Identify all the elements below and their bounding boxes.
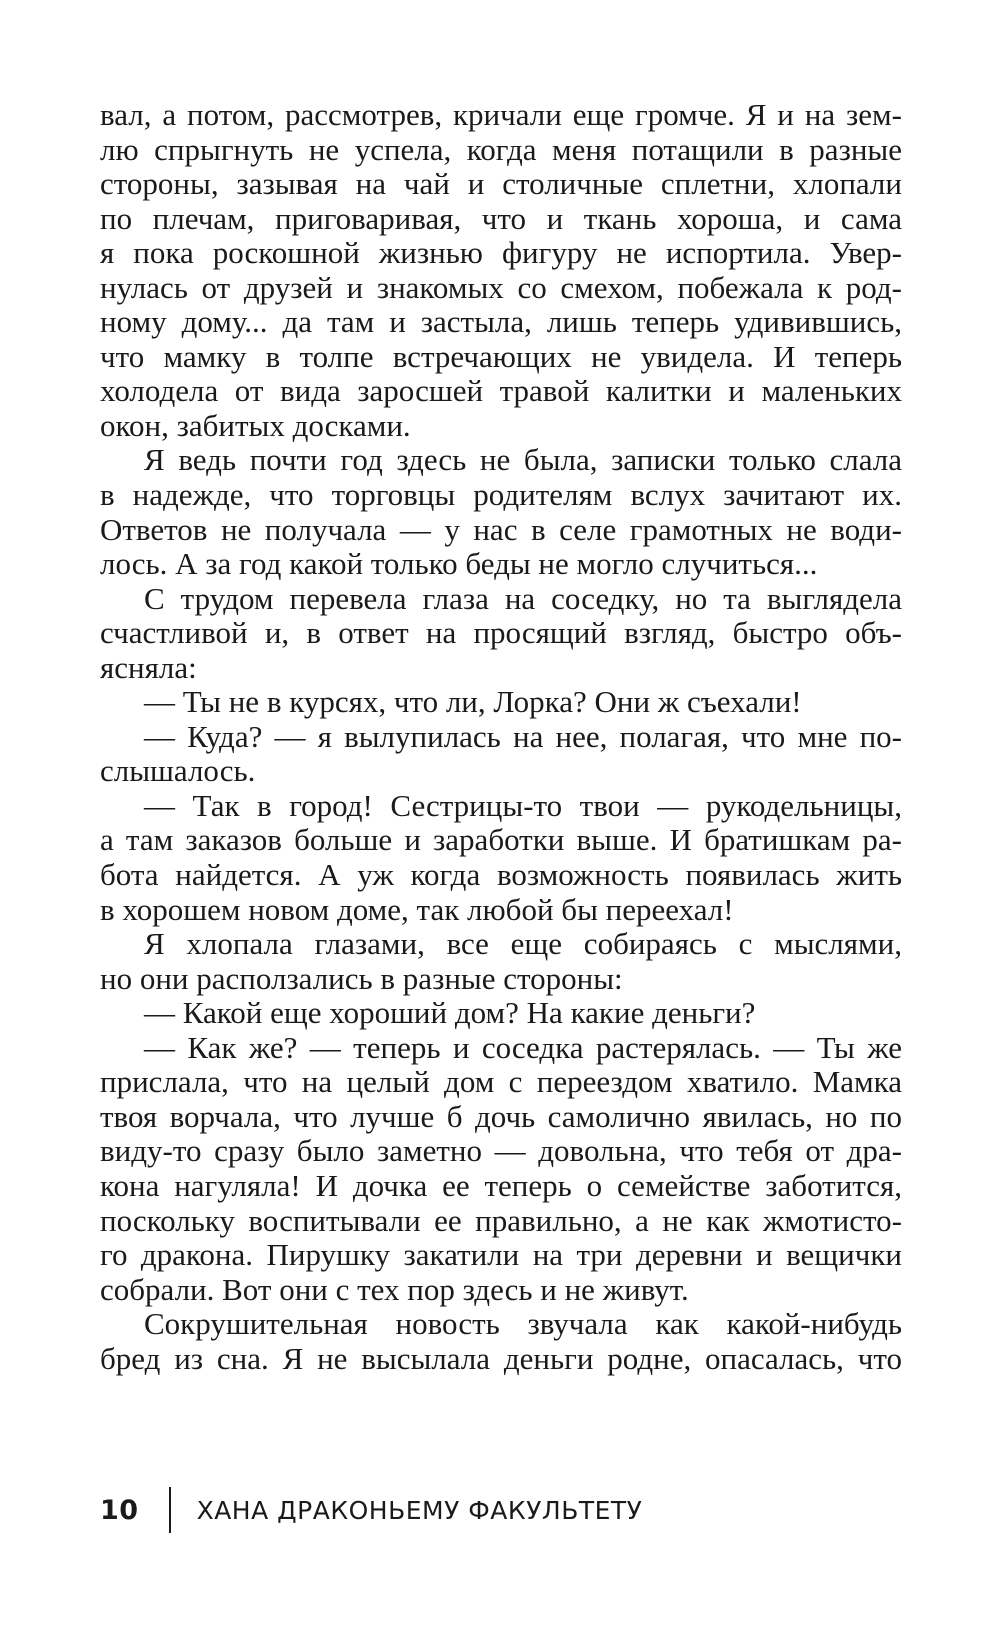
paragraph xyxy=(100,98,902,443)
text-line: окон, забитых досками. xyxy=(100,408,411,443)
paragraph xyxy=(100,720,902,789)
paragraph xyxy=(100,789,902,927)
text-line: а там заказов больше и заработки выше. И братишкам ра- xyxy=(100,823,902,858)
text-line: стороны, зазывая на чай и столичные сплетни, хлопали xyxy=(100,167,902,202)
text-line: счастливой и, в ответ на просящий взгляд, быстро объ- xyxy=(100,616,902,651)
text-line: лось. А за год какой только беды не могло случиться... xyxy=(100,547,818,582)
text-line: — Куда? — я вылупилась на нее, полагая, что мне по- xyxy=(144,719,902,754)
paragraph xyxy=(100,996,902,1031)
text-line: слышалось. xyxy=(100,754,256,789)
text-line: — Ты не в курсях, что ли, Лорка? Они ж съехали! xyxy=(144,685,802,720)
text-line: Ответов не получала — у нас в селе грамотных не води- xyxy=(100,512,902,547)
text-line: холодела от вида заросшей травой калитки и маленьких xyxy=(100,374,902,409)
paragraph xyxy=(100,443,902,581)
text-line: Сокрушительная новость звучала как какой-нибудь xyxy=(144,1307,902,1342)
text-line: лю спрыгнуть не успела, когда меня потащили в разные xyxy=(100,132,902,167)
paragraph xyxy=(100,927,902,996)
paragraph xyxy=(100,1307,902,1376)
text-line: собрали. Вот они с тех пор здесь и не живут. xyxy=(100,1272,689,1307)
text-line: Я хлопала глазами, все еще собираясь с мыслями, xyxy=(144,927,902,962)
text-line: нулась от друзей и знакомых со смехом, побежала к род- xyxy=(100,270,902,305)
text-line: в надежде, что торговцы родителям вслух зачитают их. xyxy=(100,478,902,513)
text-line: я пока роскошной жизнью фигуру не испортила. Увер- xyxy=(100,236,902,271)
text-line: кона нагуляла! И дочка ее теперь о семействе заботится, xyxy=(100,1168,902,1203)
paragraph xyxy=(100,1031,902,1307)
text-line: — Как же? — теперь и соседка растерялась. — Ты же xyxy=(144,1030,902,1065)
text-line: прислала, что на целый дом с переездом хватило. Мамка xyxy=(100,1065,902,1100)
paragraph xyxy=(100,582,902,686)
page-number: 10 xyxy=(100,1494,139,1526)
text-line: поскольку воспитывали ее правильно, а не как жмотисто- xyxy=(100,1203,902,1238)
text-line: по плечам, приговаривая, что и ткань хороша, и сама xyxy=(100,201,902,236)
text-line: в хорошем новом доме, так любой бы переехал! xyxy=(100,892,734,927)
paragraph xyxy=(100,685,902,720)
text-line: С трудом перевела глаза на соседку, но та выглядела xyxy=(144,581,902,616)
text-line: го дракона. Пирушку закатили на три деревни и вещички xyxy=(100,1238,902,1273)
text-line: бота найдется. А уж когда возможность появилась жить xyxy=(100,858,902,893)
text-line: что мамку в толпе встречающих не увидела. И теперь xyxy=(100,339,902,374)
page-footer xyxy=(100,1485,642,1535)
text-line: Я ведь почти год здесь не была, записки только слала xyxy=(144,443,902,478)
text-line: — Какой еще хороший дом? На какие деньги? xyxy=(144,996,756,1031)
text-line: ясняла: xyxy=(100,650,197,685)
text-line: твоя ворчала, что лучше б дочь самолично явилась, но по xyxy=(100,1099,902,1134)
running-title: ХАНА ДРАКОНЬЕМУ ФАКУЛЬТЕТУ xyxy=(196,1495,643,1525)
text-line: вал, а потом, рассмотрев, кричали еще громче. Я и на зем- xyxy=(100,98,902,132)
text-line: — Так в город! Сестрицы-то твои — рукодельницы, xyxy=(144,788,902,823)
body-text xyxy=(100,98,902,1376)
text-line: бред из сна. Я не высылала деньги родне, опасалась, что xyxy=(100,1341,902,1376)
text-line: виду-то сразу было заметно — довольна, что тебя от дра- xyxy=(100,1134,902,1169)
text-line: но они расползались в разные стороны: xyxy=(100,961,623,996)
text-line: ному дому... да там и застыла, лишь теперь удивившись, xyxy=(100,305,902,340)
footer-divider xyxy=(169,1487,171,1533)
